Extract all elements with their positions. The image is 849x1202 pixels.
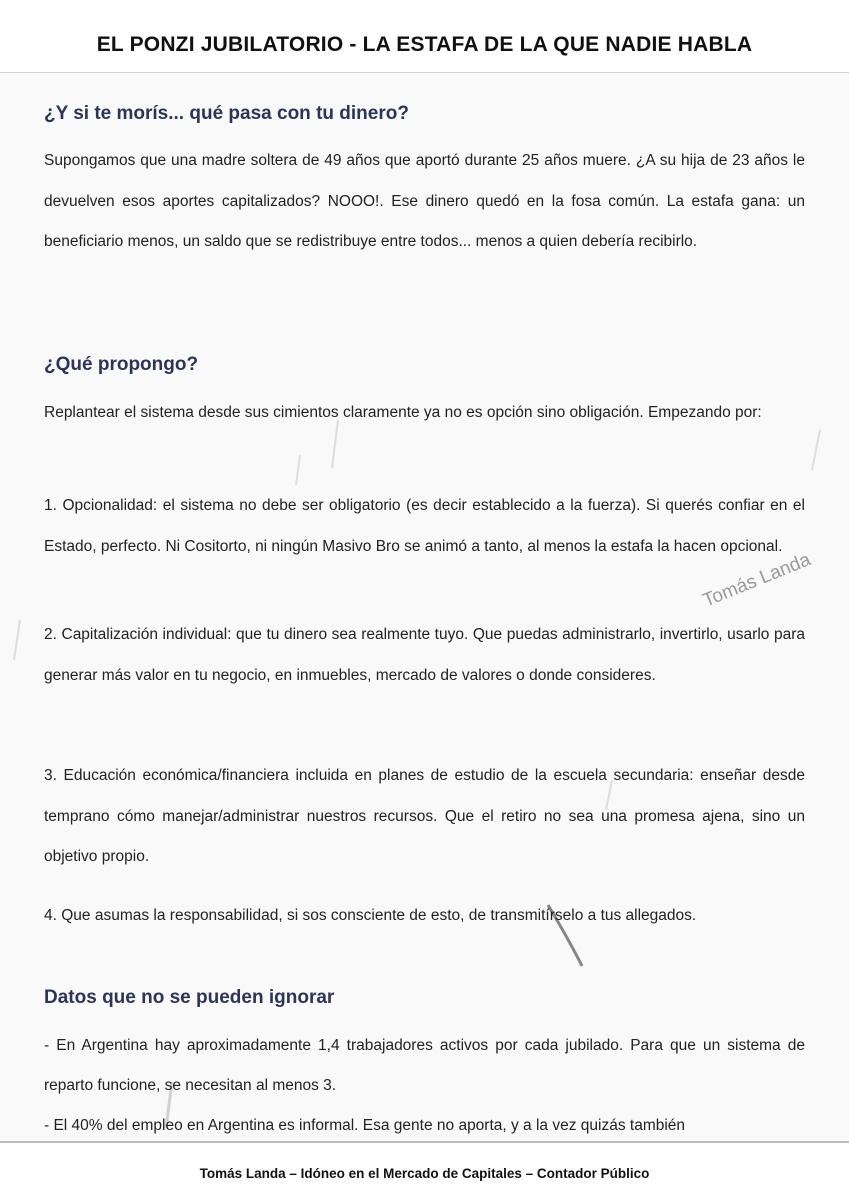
author-watermark: Tomás Landa — [700, 549, 814, 612]
section-heading-proposal: ¿Qué propongo? — [44, 354, 199, 375]
list-item-proposal-4: 4. Que asumas la responsabilidad, si sos consciente de esto, de transmitírselo a tus allegados. — [44, 907, 697, 924]
list-item-proposal-2: 2. Capitalización individual: que tu dinero sea realmente tuyo. Que puedas administrarlo, invertirlo, usarlo para generar más valor en tu negocio, en inmuebles, mercado de valores o donde consideres. — [44, 626, 805, 684]
list-item-data-2: - El 40% del empleo en Argentina es informal. Esa gente no aporta, y a la vez quizás también — [44, 1117, 686, 1134]
footer-credits: Tomás Landa – Idóneo en el Mercado de Capitales – Contador Público — [199, 1166, 650, 1181]
section-heading-data: Datos que no se pueden ignorar — [44, 987, 335, 1008]
section-heading-death: ¿Y si te morís... qué pasa con tu dinero? — [44, 103, 409, 124]
page-footer — [0, 1141, 849, 1202]
paragraph-proposal-intro: Replantear el sistema desde sus cimientos claramente ya no es opción sino obligación. Empezando por: — [44, 404, 762, 421]
list-item-proposal-1: 1. Opcionalidad: el sistema no debe ser obligatorio (es decir establecido a la fuerza). Si querés confiar en el Estado, perfecto. Ni Cositorto, ni ningún Masivo Bro se animó a tanto, al menos la estafa la hacen opcional. — [44, 497, 805, 555]
document-title: EL PONZI JUBILATORIO - LA ESTAFA DE LA QUE NADIE HABLA — [96, 33, 753, 56]
paragraph-death: Supongamos que una madre soltera de 49 años que aportó durante 25 años muere. ¿A su hija de 23 años le devuelven esos aportes capitalizados? NOOO!. Ese dinero quedó en la fosa común. La estafa gana: un beneficiario menos, un saldo que se redistribuye entre todos... menos a quien debería recibirlo. — [44, 152, 805, 250]
list-item-data-1: - En Argentina hay aproximadamente 1,4 trabajadores activos por cada jubilado. Para que un sistema de reparto funcione, se necesitan al menos 3. — [44, 1037, 805, 1094]
list-item-proposal-3: 3. Educación económica/financiera incluida en planes de estudio de la escuela secundaria: enseñar desde temprano cómo manejar/administrar nuestros recursos. Que el retiro no sea una promesa ajena, sino un objetivo propio. — [44, 767, 805, 865]
